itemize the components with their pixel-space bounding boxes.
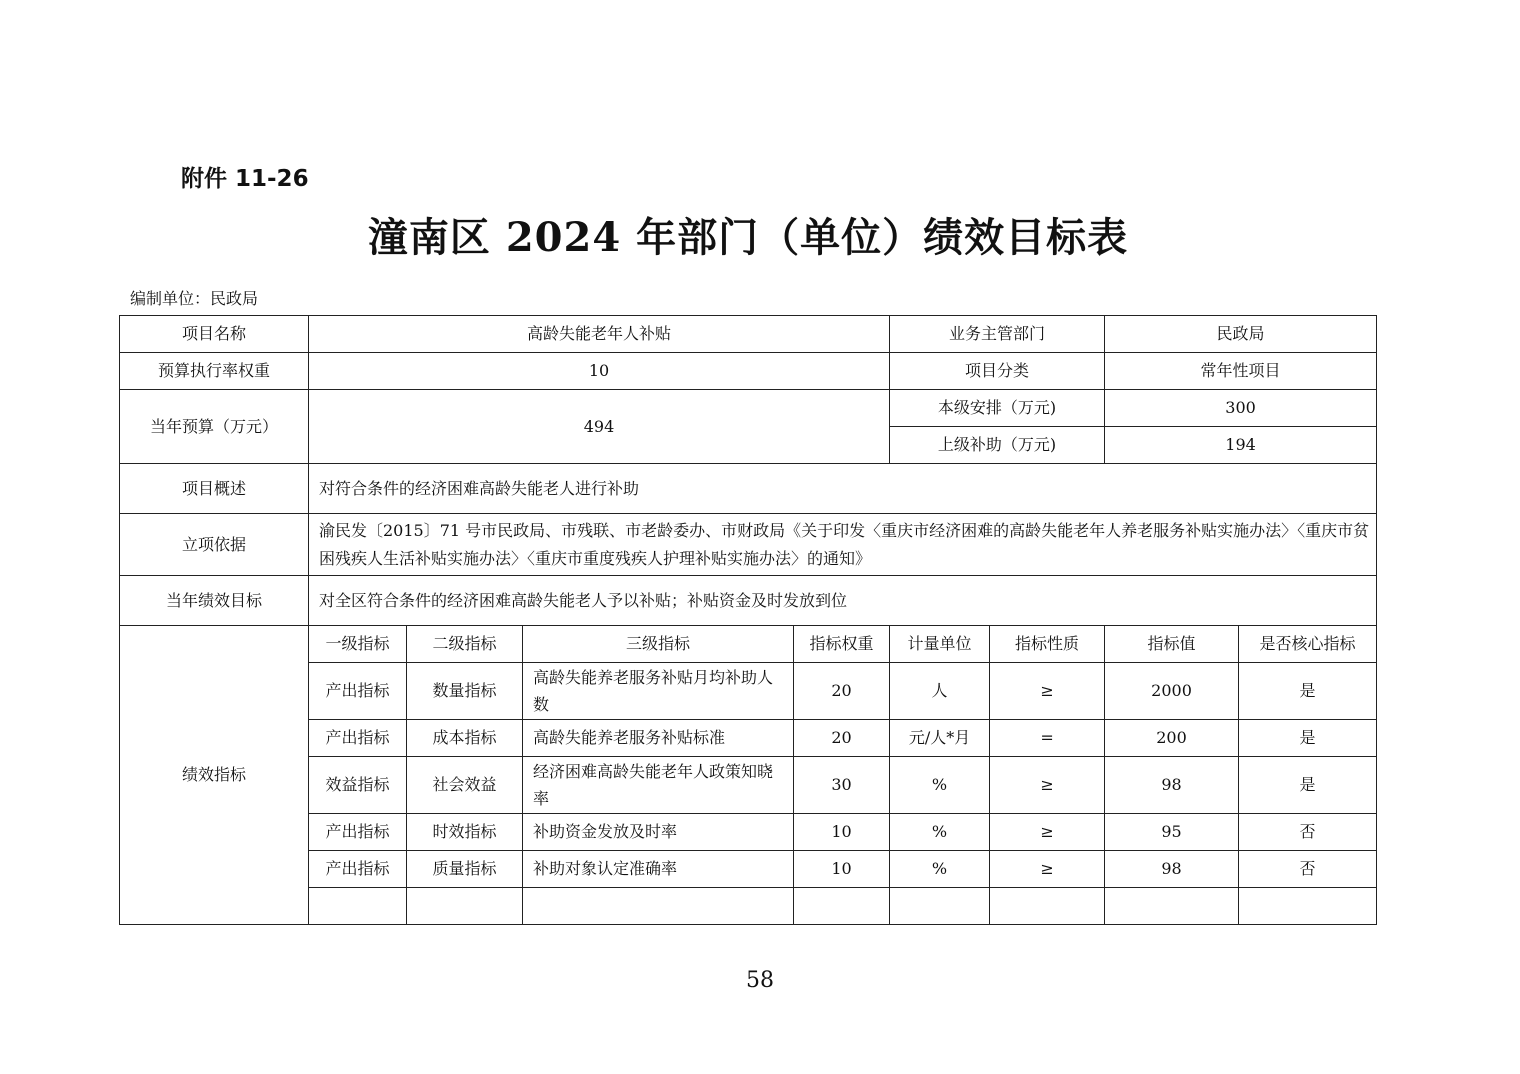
weight-cell: 30 [794,757,890,814]
unit-cell: 人 [890,663,990,720]
indicator-header: 指标性质 [990,626,1105,663]
level1-cell: 产出指标 [309,663,407,720]
overview-label: 项目概述 [120,464,309,514]
core-cell: 是 [1239,663,1377,720]
upper-subsidy-label: 上级补助（万元) [890,427,1105,464]
category-value: 常年性项目 [1105,353,1377,390]
empty-cell [1239,888,1377,925]
nature-cell: ≥ [990,851,1105,888]
unit-cell: 元/人*月 [890,720,990,757]
local-budget-value: 300 [1105,390,1377,427]
level1-cell: 产出指标 [309,851,407,888]
indicator-header: 二级指标 [407,626,523,663]
empty-cell [890,888,990,925]
page-number: 58 [746,968,774,993]
weight-value: 10 [309,353,890,390]
empty-cell [1105,888,1239,925]
upper-subsidy-value: 194 [1105,427,1377,464]
level2-cell: 质量指标 [407,851,523,888]
nature-cell: ≥ [990,757,1105,814]
level1-cell: 效益指标 [309,757,407,814]
indicator-header: 是否核心指标 [1239,626,1377,663]
indicator-header: 三级指标 [523,626,794,663]
nature-cell: ≥ [990,663,1105,720]
basis-value: 渝民发〔2015〕71 号市民政局、市残联、市老龄委办、市财政局《关于印发〈重庆市经济困难的高龄失能老年人养老服务补贴实施办法〉〈重庆市贫困残疾人生活补贴实施办法〉〈重庆市重度残疾人护理补贴实施办法〉的通知》 [309,514,1377,576]
level2-cell: 时效指标 [407,814,523,851]
budget-value: 494 [309,390,890,464]
indicator-header: 一级指标 [309,626,407,663]
local-budget-label: 本级安排（万元) [890,390,1105,427]
empty-cell [990,888,1105,925]
core-cell: 否 [1239,851,1377,888]
indicator-row [120,757,1377,814]
indicator-row [120,663,1377,720]
level1-cell: 产出指标 [309,720,407,757]
weight-cell: 20 [794,720,890,757]
level3-cell: 补助对象认定准确率 [523,851,794,888]
performance-target-table [119,315,1377,925]
empty-cell [794,888,890,925]
unit-cell: % [890,851,990,888]
value-cell: 200 [1105,720,1239,757]
budget-label: 当年预算（万元） [120,390,309,464]
level2-cell: 成本指标 [407,720,523,757]
indicator-row-empty [120,888,1377,925]
core-cell: 否 [1239,814,1377,851]
empty-cell [523,888,794,925]
value-cell: 98 [1105,851,1239,888]
compiling-unit: 编制单位：民政局 [130,289,259,308]
indicator-row [120,851,1377,888]
indicators-section-label: 绩效指标 [120,626,309,925]
overview-value: 对符合条件的经济困难高龄失能老人进行补助 [309,464,1377,514]
goal-label: 当年绩效目标 [120,576,309,626]
weight-cell: 10 [794,814,890,851]
page-title: 潼南区 2024 年部门（单位）绩效目标表 [367,214,1129,261]
empty-cell [309,888,407,925]
indicator-header: 计量单位 [890,626,990,663]
project-name-value: 高龄失能老年人补贴 [309,316,890,353]
level3-cell: 高龄失能养老服务补贴标准 [523,720,794,757]
nature-cell: = [990,720,1105,757]
indicator-row [120,814,1377,851]
project-name-label: 项目名称 [120,316,309,353]
unit-cell: % [890,757,990,814]
level3-cell: 补助资金发放及时率 [523,814,794,851]
category-label: 项目分类 [890,353,1105,390]
indicator-row [120,720,1377,757]
basis-label: 立项依据 [120,514,309,576]
level1-cell: 产出指标 [309,814,407,851]
dept-value: 民政局 [1105,316,1377,353]
core-cell: 是 [1239,757,1377,814]
value-cell: 95 [1105,814,1239,851]
goal-value: 对全区符合条件的经济困难高龄失能老人予以补贴；补贴资金及时发放到位 [309,576,1377,626]
core-cell: 是 [1239,720,1377,757]
nature-cell: ≥ [990,814,1105,851]
value-cell: 98 [1105,757,1239,814]
weight-cell: 20 [794,663,890,720]
attachment-label: 附件 11-26 [181,166,309,192]
unit-cell: % [890,814,990,851]
level2-cell: 社会效益 [407,757,523,814]
weight-label: 预算执行率权重 [120,353,309,390]
dept-label: 业务主管部门 [890,316,1105,353]
level3-cell: 高龄失能养老服务补贴月均补助人数 [523,663,794,720]
level2-cell: 数量指标 [407,663,523,720]
level3-cell: 经济困难高龄失能老年人政策知晓率 [523,757,794,814]
empty-cell [407,888,523,925]
weight-cell: 10 [794,851,890,888]
value-cell: 2000 [1105,663,1239,720]
indicator-header: 指标值 [1105,626,1239,663]
indicator-header: 指标权重 [794,626,890,663]
